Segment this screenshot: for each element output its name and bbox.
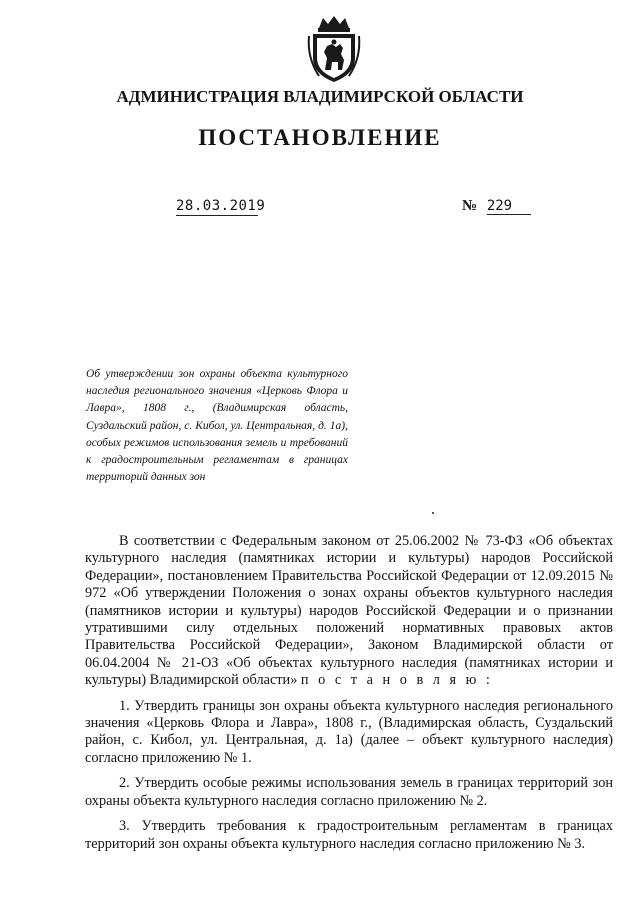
document-type-title: ПОСТАНОВЛЕНИЕ xyxy=(198,125,442,150)
subject-text: Об утверждении зон охраны объекта культурного наследия регионального значения «Церковь Флора и Лавра», 1808 г., (Владимирская область, Суздальский район, с. Кибол, ул. Центральная, д. 1а), особых режимов использования земель и требований к градостроительным регламентам в границах территорий данных зон xyxy=(86,368,348,484)
scan-speck xyxy=(432,512,434,514)
preamble-paragraph xyxy=(85,533,613,690)
list-item: 1. Утвердить границы зон охраны объекта культурного наследия регионального значения «Церковь Флора и Лавра», 1808 г., (Владимирская область, Суздальский район, с. Кибол, ул. Центральная, д. 1а) (далее – объект культурного наследия) согласно приложению № 1. xyxy=(85,697,613,766)
preamble-text: В соответствии с Федеральным законом от 25.06.2002 № 73-ФЗ «Об объектах культурного наследия (памятниках истории и культуры) народов Российской Федерации», постановлением Правительства Российской Федерации от 12.09.2015 № 972 «Об утверждении Положения о зонах охраны объектов культурного наследия (памятников истории и культуры) народов Российской Федерации и о признании утратившими силу отдельных положений нормативных правовых актов Правительства Российской Федерации», Законом Владимирской области от 06.04.2004 № 21-ОЗ «Об объектах культурного наследия (памятниках истории и культуры) Владимирской области» xyxy=(85,533,613,689)
document-number-block xyxy=(462,198,531,215)
list-item: 2. Утвердить особые режимы использования земель в границах территорий зон охраны объекта культурного наследия согласно приложению № 2. xyxy=(85,775,613,809)
document-date: 28.03.2019 xyxy=(176,198,266,214)
list-item: 3. Утвердить требования к градостроительным регламентам в границах территорий зон охраны объекта культурного наследия согласно приложению № 3. xyxy=(85,818,613,852)
number-sign: № xyxy=(462,198,478,214)
document-subject xyxy=(86,366,348,486)
document-body xyxy=(85,533,613,853)
document-number: 229 xyxy=(487,198,531,215)
decree-word: п о с т а н о в л я ю : xyxy=(300,672,493,689)
organization-title: АДМИНИСТРАЦИЯ ВЛАДИМИРСКОЙ ОБЛАСТИ xyxy=(116,87,524,106)
coat-of-arms-icon xyxy=(305,14,363,84)
